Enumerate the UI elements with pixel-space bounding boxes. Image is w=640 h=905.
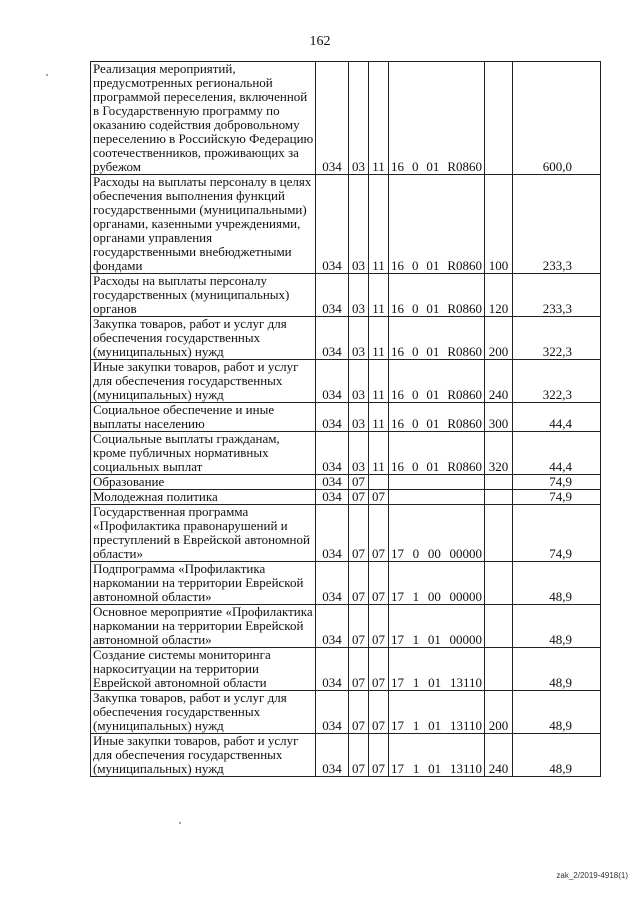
ministry-code: 034 (316, 175, 349, 274)
expense-type-code: 120 (485, 274, 513, 317)
target-article-code (389, 475, 485, 490)
section-code: 03 (349, 317, 369, 360)
expense-name-line: Иные закупки товаров, работ и услуг (93, 359, 299, 374)
ministry-code: 034 (316, 403, 349, 432)
section-code: 07 (349, 691, 369, 734)
subsection-code: 07 (369, 691, 389, 734)
target-article-code (389, 62, 485, 175)
expense-name-line: выплаты населению (93, 416, 205, 431)
expense-name-line: (муниципальных) нужд (93, 718, 224, 733)
expense-name-line: Основное мероприятие «Профилактика (93, 604, 313, 619)
target-article-part: 16 (391, 258, 404, 273)
target-article-part: R0860 (447, 258, 482, 273)
target-article-code (389, 562, 485, 605)
target-article-part: 01 (427, 632, 441, 647)
expense-name-line: государственными внебюджетными (93, 244, 292, 259)
target-article-part: 13110 (449, 718, 482, 733)
subsection-code (369, 475, 389, 490)
target-article-part: 01 (426, 416, 440, 431)
section-code: 07 (349, 562, 369, 605)
target-article-part: 01 (426, 344, 440, 359)
ministry-code: 034 (316, 317, 349, 360)
target-article-part: 1 (412, 632, 420, 647)
section-code: 07 (349, 605, 369, 648)
expense-name (91, 175, 316, 274)
ministry-code: 034 (316, 691, 349, 734)
target-article-code (389, 648, 485, 691)
target-article-part: 01 (426, 387, 440, 402)
expense-type-code: 200 (485, 317, 513, 360)
target-article-part: 13110 (449, 675, 482, 690)
expense-type-code: 240 (485, 734, 513, 777)
ministry-code: 034 (316, 475, 349, 490)
expense-name-line: государственными (муниципальными) (93, 202, 307, 217)
table-row (91, 475, 601, 490)
target-article-part: R0860 (447, 416, 482, 431)
target-article-part: 16 (391, 459, 404, 474)
target-article-part: 0 (411, 301, 419, 316)
expense-type-code (485, 475, 513, 490)
target-article-part: 13110 (449, 761, 482, 776)
expense-name-line: «Профилактика правонарушений и (93, 518, 288, 533)
target-article-part: 01 (426, 301, 440, 316)
target-article-part: R0860 (447, 387, 482, 402)
target-article-part: 01 (428, 761, 442, 776)
table-row (91, 403, 601, 432)
target-article-part: 01 (428, 675, 442, 690)
section-code: 07 (349, 734, 369, 777)
section-code: 03 (349, 175, 369, 274)
expense-type-code: 320 (485, 432, 513, 475)
expense-name-line: наркомании на территории Еврейской (93, 618, 304, 633)
amount: 322,3 (513, 360, 601, 403)
subsection-code: 07 (369, 562, 389, 605)
ministry-code: 034 (316, 274, 349, 317)
expense-name-line: кроме публичных нормативных (93, 445, 269, 460)
target-article-part: R0860 (447, 344, 482, 359)
expense-type-code (485, 62, 513, 175)
expense-name-line: (муниципальных) нужд (93, 761, 224, 776)
target-article-part: 0 (411, 416, 419, 431)
expense-name (91, 691, 316, 734)
table-row (91, 62, 601, 175)
expense-type-code: 200 (485, 691, 513, 734)
ministry-code: 034 (316, 734, 349, 777)
expense-name-line: оказанию содействия добровольному (93, 117, 300, 132)
expense-name-line: области» (93, 546, 143, 561)
expense-name-line: преступлений в Еврейской автономной (93, 532, 310, 547)
target-article-part: 16 (391, 416, 404, 431)
page-number: 162 (309, 34, 331, 49)
target-article-part: 1 (412, 761, 420, 776)
target-article-part: 0 (411, 387, 419, 402)
section-code: 07 (349, 648, 369, 691)
amount: 48,9 (513, 605, 601, 648)
expense-name (91, 475, 316, 490)
expense-name-line: для обеспечения государственных (93, 747, 283, 762)
expense-name (91, 62, 316, 175)
target-article-code (389, 691, 485, 734)
expense-name-line: соотечественников, проживающих за (93, 145, 299, 160)
target-article-code (389, 403, 485, 432)
expense-name-line: Создание системы мониторинга (93, 647, 271, 662)
section-code: 03 (349, 274, 369, 317)
target-article-part: 17 (391, 546, 404, 561)
expense-name-line: Государственная программа (93, 504, 249, 519)
target-article-code (389, 317, 485, 360)
scan-speck (179, 822, 181, 824)
amount: 44,4 (513, 403, 601, 432)
budget-table (90, 61, 601, 777)
table-row (91, 317, 601, 360)
expense-name-line: переселению в Российскую Федерацию (93, 131, 314, 146)
table-row (91, 505, 601, 562)
expense-name-line: Закупка товаров, работ и услуг для (93, 316, 287, 331)
amount: 74,9 (513, 490, 601, 505)
target-article-part: 0 (411, 459, 419, 474)
expense-type-code (485, 648, 513, 691)
target-article-code (389, 432, 485, 475)
expense-name-line: социальных выплат (93, 459, 203, 474)
section-code: 07 (349, 505, 369, 562)
target-article-code (389, 605, 485, 648)
expense-type-code (485, 490, 513, 505)
expense-name-line: для обеспечения государственных (93, 373, 283, 388)
ministry-code: 034 (316, 648, 349, 691)
scan-speck (46, 74, 48, 76)
target-article-part: R0860 (447, 159, 482, 174)
target-article-code (389, 490, 485, 505)
subsection-code: 07 (369, 505, 389, 562)
ministry-code: 034 (316, 562, 349, 605)
target-article-code (389, 274, 485, 317)
target-article-part: R0860 (447, 459, 482, 474)
expense-name (91, 403, 316, 432)
target-article-part: 16 (391, 344, 404, 359)
ministry-code: 034 (316, 432, 349, 475)
target-article-part: 0 (411, 159, 419, 174)
ministry-code: 034 (316, 505, 349, 562)
subsection-code: 11 (369, 360, 389, 403)
expense-name (91, 505, 316, 562)
subsection-code: 11 (369, 62, 389, 175)
expense-type-code: 100 (485, 175, 513, 274)
target-article-part: 00000 (449, 632, 482, 647)
expense-name-line: Подпрограмма «Профилактика (93, 561, 266, 576)
expense-type-code: 240 (485, 360, 513, 403)
expense-name (91, 648, 316, 691)
expense-name-line: обеспечения государственных (93, 330, 261, 345)
expense-name-line: Расходы на выплаты персоналу (93, 273, 268, 288)
subsection-code: 07 (369, 490, 389, 505)
expense-type-code (485, 562, 513, 605)
section-code: 07 (349, 475, 369, 490)
amount: 233,3 (513, 274, 601, 317)
expense-name-line: обеспечения выполнения функций (93, 188, 285, 203)
target-article-part: 01 (426, 459, 440, 474)
expense-name-line: органами управления (93, 230, 213, 245)
expense-name-line: органов (93, 301, 137, 316)
subsection-code: 07 (369, 605, 389, 648)
target-article-part: 17 (391, 761, 404, 776)
target-article-part: 17 (391, 675, 404, 690)
expense-type-code (485, 505, 513, 562)
expense-name-line: в Государственную программу по (93, 103, 280, 118)
target-article-part: 16 (391, 301, 404, 316)
expense-name-line: (муниципальных) нужд (93, 387, 224, 402)
table-row (91, 490, 601, 505)
target-article-part: 0 (411, 258, 419, 273)
table-row (91, 734, 601, 777)
target-article-part: 0 (412, 546, 420, 561)
section-code: 03 (349, 432, 369, 475)
table-row (91, 360, 601, 403)
expense-name-line: автономной области» (93, 632, 212, 647)
expense-name-line: обеспечения государственных (93, 704, 261, 719)
subsection-code: 07 (369, 734, 389, 777)
amount: 48,9 (513, 691, 601, 734)
amount: 48,9 (513, 734, 601, 777)
expense-name-line: Закупка товаров, работ и услуг для (93, 690, 287, 705)
target-article-part: 01 (426, 159, 440, 174)
target-article-part: 0 (411, 344, 419, 359)
target-article-code (389, 360, 485, 403)
expense-name-line: предусмотренных региональной (93, 75, 273, 90)
expense-name (91, 432, 316, 475)
expense-name-line: Иные закупки товаров, работ и услуг (93, 733, 299, 748)
expense-name (91, 562, 316, 605)
subsection-code: 11 (369, 432, 389, 475)
target-article-part: R0860 (447, 301, 482, 316)
section-code: 03 (349, 360, 369, 403)
subsection-code: 11 (369, 317, 389, 360)
amount: 44,4 (513, 432, 601, 475)
expense-name (91, 734, 316, 777)
expense-name (91, 360, 316, 403)
section-code: 07 (349, 490, 369, 505)
expense-name (91, 605, 316, 648)
table-row (91, 605, 601, 648)
target-article-part: 01 (428, 718, 442, 733)
expense-name (91, 317, 316, 360)
target-article-part: 16 (391, 159, 404, 174)
table-row (91, 691, 601, 734)
table-row (91, 432, 601, 475)
expense-name-line: Социальное обеспечение и иные (93, 402, 275, 417)
subsection-code: 11 (369, 403, 389, 432)
expense-name (91, 490, 316, 505)
ministry-code: 034 (316, 490, 349, 505)
expense-type-code (485, 605, 513, 648)
expense-name-line: наркомании на территории Еврейской (93, 575, 304, 590)
expense-type-code: 300 (485, 403, 513, 432)
target-article-part: 1 (412, 589, 420, 604)
section-code: 03 (349, 403, 369, 432)
target-article-part: 01 (426, 258, 440, 273)
amount: 74,9 (513, 475, 601, 490)
target-article-part: 1 (412, 718, 420, 733)
expense-name-line: автономной области» (93, 589, 212, 604)
amount: 48,9 (513, 648, 601, 691)
expense-name-line: наркоситуации на территории (93, 661, 259, 676)
expense-name-line: Социальные выплаты гражданам, (93, 431, 280, 446)
subsection-code: 11 (369, 175, 389, 274)
section-code: 03 (349, 62, 369, 175)
amount: 74,9 (513, 505, 601, 562)
table-row (91, 648, 601, 691)
target-article-part: 17 (391, 589, 404, 604)
expense-name (91, 274, 316, 317)
subsection-code: 07 (369, 648, 389, 691)
target-article-part: 00000 (449, 546, 482, 561)
ministry-code: 034 (316, 605, 349, 648)
subsection-code: 11 (369, 274, 389, 317)
target-article-part: 00000 (449, 589, 482, 604)
expense-name-line: фондами (93, 258, 143, 273)
target-article-code (389, 175, 485, 274)
expense-name-line: Образование (93, 474, 165, 489)
table-row (91, 562, 601, 605)
amount: 48,9 (513, 562, 601, 605)
expense-name-line: (муниципальных) нужд (93, 344, 224, 359)
target-article-code (389, 505, 485, 562)
target-article-part: 00 (427, 546, 441, 561)
amount: 233,3 (513, 175, 601, 274)
expense-name-line: Еврейской автономной области (93, 675, 267, 690)
amount: 322,3 (513, 317, 601, 360)
document-code: zak_2/2019-4918(1) (556, 871, 628, 880)
expense-name-line: Реализация мероприятий, (93, 61, 236, 76)
table-row (91, 175, 601, 274)
amount: 600,0 (513, 62, 601, 175)
ministry-code: 034 (316, 360, 349, 403)
target-article-part: 1 (412, 675, 420, 690)
expense-name-line: рубежом (93, 159, 142, 174)
expense-name-line: Молодежная политика (93, 489, 218, 504)
target-article-part: 17 (391, 718, 404, 733)
expense-name-line: органами, казенными учреждениями, (93, 216, 301, 231)
expense-name-line: государственных (муниципальных) (93, 287, 290, 302)
target-article-code (389, 734, 485, 777)
ministry-code: 034 (316, 62, 349, 175)
expense-name-line: программой переселения, включенной (93, 89, 308, 104)
target-article-part: 00 (427, 589, 441, 604)
expense-name-line: Расходы на выплаты персоналу в целях (93, 174, 312, 189)
target-article-part: 16 (391, 387, 404, 402)
target-article-part: 17 (391, 632, 404, 647)
table-row (91, 274, 601, 317)
